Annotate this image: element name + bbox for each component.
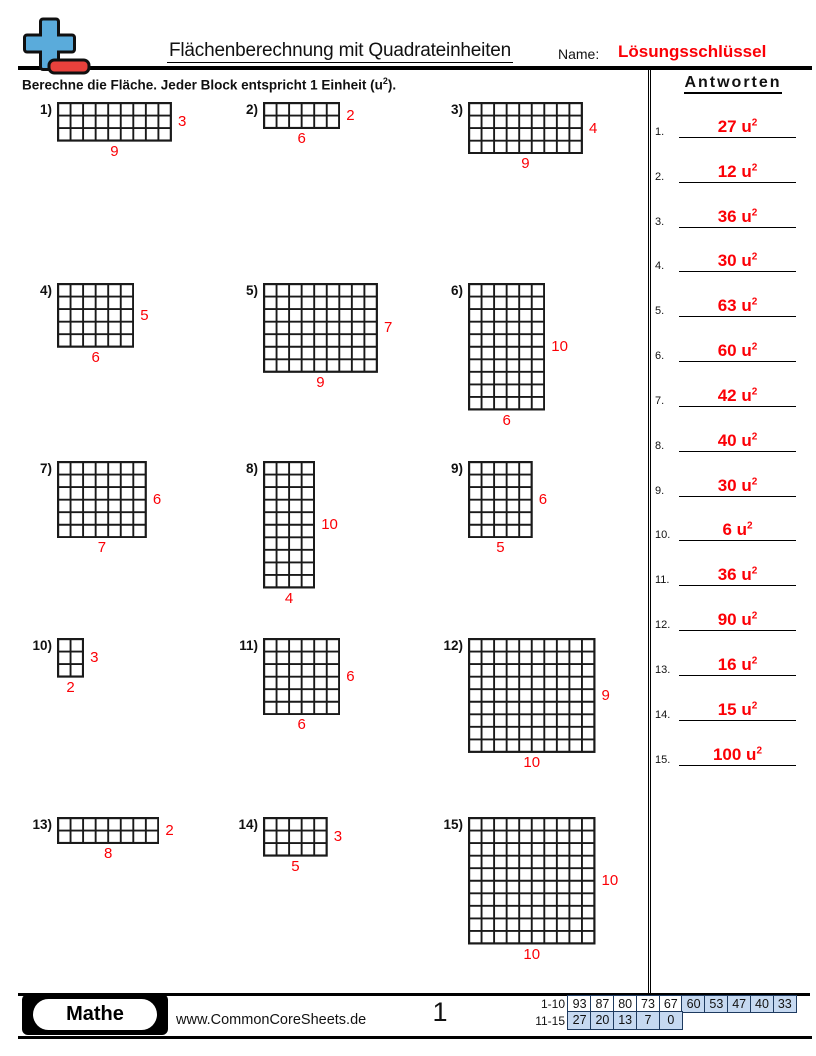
problem [28,817,234,963]
width-label: 10 [523,753,541,771]
answer-key-label: Lösungsschlüssel [618,42,767,61]
answer-value: 12 $u^2$ [679,163,796,183]
answers-heading: Antworten [653,74,813,92]
answer-row [653,138,812,183]
unit-grid [468,638,596,753]
width-label: 6 [502,411,511,429]
problem-number: 7) [39,461,52,476]
answer-number: 8. [655,439,665,452]
width-label: 9 [316,373,325,391]
height-label: 10 [321,516,338,534]
unit-grid [468,461,533,538]
problem [234,638,439,817]
problem-number: 13) [32,817,52,832]
problem-number: 1) [39,102,52,117]
answer-number: 12. [655,619,671,632]
width-label: 4 [284,589,294,607]
answer-number: 1. [655,125,665,138]
minus-icon [49,60,89,73]
answer-value: 27 $u^2$ [679,118,796,138]
score-cell: 7 [636,1011,660,1030]
answer-value: 100 $u^2$ [679,746,796,766]
width-label: 8 [104,845,113,863]
problem-number: 4) [39,283,52,298]
height-label: 3 [333,828,343,846]
problem-number: 12) [443,638,463,653]
answer-number: 10. [655,529,671,542]
width-label: 7 [97,539,107,557]
unit-grid [468,283,545,411]
answer-row [653,586,812,631]
name-label: Name: [558,46,600,62]
answer-value: 30 $u^2$ [679,477,796,497]
page-title: Flächenberechnung mit Quadrateinheiten [168,40,512,61]
problem-number: 3) [450,102,463,117]
answer-row [653,497,812,542]
problem [28,638,234,817]
score-cell: 33 [773,995,797,1013]
answer-value: 16 $u^2$ [679,656,796,676]
problems-grid [28,102,640,963]
mathe-badge [22,994,168,1035]
problem-number: 2) [245,102,258,117]
brand-label: Mathe [66,1003,124,1025]
footer-bottom-rule [18,1036,812,1039]
problem-number: 14) [238,817,258,832]
answer-number: 2. [655,170,665,183]
height-label: 6 [538,491,548,509]
score-row [527,1013,797,1031]
score-cell: 0 [659,1011,683,1030]
unit-grid [263,283,378,373]
unit-grid [57,283,134,348]
answer-value: 6 $u^2$ [679,521,796,541]
problem [439,461,640,638]
unit-grid [57,817,159,844]
unit-grid [468,102,583,154]
width-label: 6 [91,348,100,366]
answer-number: 3. [655,215,665,228]
score-cell: 53 [704,995,728,1013]
width-label: 5 [291,857,300,875]
answer-value: 36 $u^2$ [679,566,796,586]
height-label: 6 [346,668,355,686]
score-cell: 13 [613,1011,637,1030]
website-url: www.CommonCoreSheets.de [176,1012,367,1028]
answer-row [653,183,812,228]
answer-number: 9. [655,484,665,497]
height-label: 4 [588,119,598,137]
score-cell: 60 [681,995,705,1013]
score-cell: 47 [727,995,751,1013]
answer-value: 63 $u^2$ [679,297,796,317]
score-cell: 20 [590,1011,614,1030]
answer-value: 30 $u^2$ [679,252,796,272]
unit-grid [57,638,84,678]
answer-row [653,93,812,138]
unit-grid [468,817,596,945]
instruction-text: Berechne die Fläche. Jeder Block entspricht 1 Einheit $(u^2)$. [22,76,397,93]
width-label: 9 [521,155,530,173]
problem [28,461,234,638]
score-row-label: 1-10 [540,996,565,1011]
problem-number: 9) [450,461,463,476]
problem [439,102,640,283]
problem [234,461,439,638]
height-label: 6 [152,491,162,509]
width-label: 5 [496,539,505,557]
height-label: 7 [383,319,393,337]
problem [28,102,234,283]
answer-row [653,228,812,273]
answer-value: 15 $u^2$ [679,701,796,721]
answer-value: 36 $u^2$ [679,208,796,228]
height-label: 2 [165,822,174,840]
score-cell: 27 [567,1011,591,1030]
answer-number: 11. [655,574,670,587]
height-label: 10 [551,338,568,356]
page-number: 1 [432,997,448,1027]
problem-number: 10) [32,638,52,653]
unit-grid [263,102,340,129]
width-label: 2 [66,678,75,696]
answer-row [653,676,812,721]
problem [439,283,640,461]
answer-value: 60 $u^2$ [679,342,796,362]
height-label: 9 [601,686,610,704]
score-table [527,995,797,1030]
problem [234,102,439,283]
width-label: 9 [110,142,119,160]
problem [439,817,640,963]
answers-divider [648,70,651,995]
score-cell: 67 [659,995,683,1013]
answer-row [653,317,812,362]
answer-number: 5. [655,305,665,318]
unit-grid [263,461,315,589]
answer-value: 40 $u^2$ [679,432,796,452]
answer-row [653,541,812,586]
answer-number: 4. [655,260,665,273]
answer-value: 42 $u^2$ [679,387,796,407]
score-cell: 87 [590,995,614,1013]
score-row-label: 11-15 [535,1014,565,1029]
answer-row [653,362,812,407]
answer-number: 15. [655,753,671,766]
problem-number: 8) [245,461,258,476]
answer-number: 6. [655,350,665,363]
problem [234,817,439,963]
unit-grid [263,638,340,715]
height-label: 10 [601,872,619,890]
answer-row [653,721,812,766]
plus-minus-logo-icon [22,16,102,78]
answer-row [653,272,812,317]
problem [234,283,439,461]
unit-grid [263,817,328,857]
unit-grid [57,102,172,142]
answer-number: 14. [655,708,671,721]
width-label: 10 [523,945,541,963]
answer-row [653,452,812,497]
score-row [527,995,797,1013]
width-label: 6 [297,716,306,734]
header-rule [18,66,812,70]
answer-number: 7. [655,394,665,407]
problem-number: 5) [245,283,258,298]
problem-number: 15) [443,817,463,832]
answer-number: 13. [655,663,671,676]
height-label: 2 [346,107,355,125]
score-cell: 93 [567,995,591,1013]
height-label: 3 [177,113,187,131]
score-cell: 40 [750,995,774,1013]
height-label: 3 [90,649,99,667]
answers-list [653,93,812,766]
answer-row [653,407,812,452]
problem [439,638,640,817]
mathe-badge-pill [33,999,157,1030]
unit-grid [57,461,147,538]
problem [28,283,234,461]
problem-number: 6) [450,283,463,298]
score-cell: 73 [636,995,660,1013]
answer-row [653,631,812,676]
score-cell: 80 [613,995,637,1013]
width-label: 6 [297,130,306,148]
problem-number: 11) [239,638,258,653]
height-label: 5 [140,306,149,324]
answer-value: 90 $u^2$ [679,611,796,631]
